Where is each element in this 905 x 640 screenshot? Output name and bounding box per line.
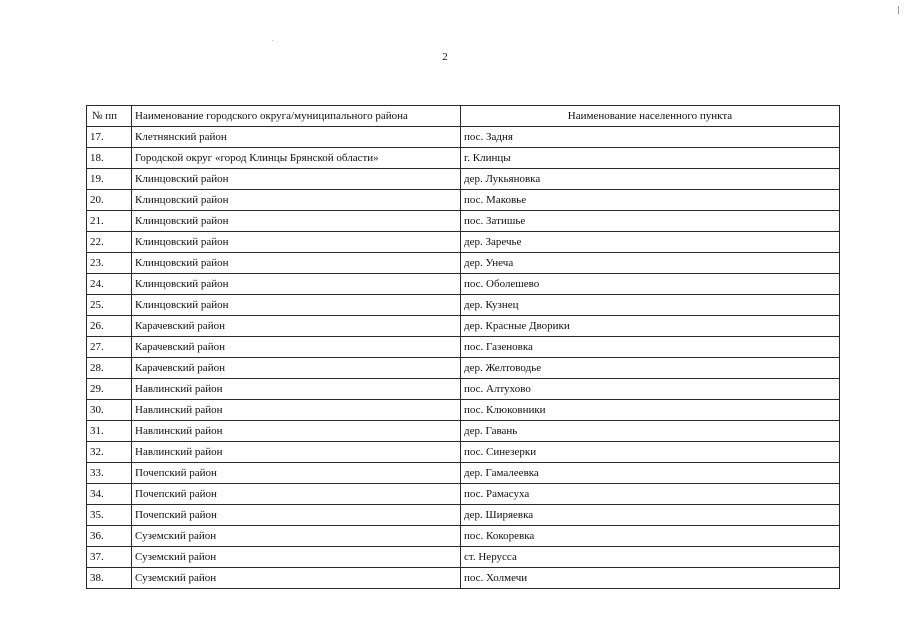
table-row (87, 547, 840, 568)
district-cell: Почепский район (132, 505, 461, 526)
settlement-cell: г. Клинцы (461, 148, 840, 169)
table-row (87, 358, 840, 379)
row-number-cell: 25. (87, 295, 132, 316)
table-row (87, 484, 840, 505)
settlement-cell: ст. Нерусса (461, 547, 840, 568)
row-number-cell: 27. (87, 337, 132, 358)
district-cell: Клинцовский район (132, 211, 461, 232)
district-cell: Навлинский район (132, 442, 461, 463)
row-number-cell: 17. (87, 127, 132, 148)
table-row (87, 169, 840, 190)
table-row (87, 211, 840, 232)
district-cell: Суземский район (132, 526, 461, 547)
settlement-cell: дер. Гавань (461, 421, 840, 442)
column-header-district: Наименование городского округа/муниципального района (132, 106, 461, 127)
settlement-cell: пос. Клюковники (461, 400, 840, 421)
row-number-cell: 21. (87, 211, 132, 232)
settlement-cell: пос. Кокоревка (461, 526, 840, 547)
table-row (87, 400, 840, 421)
district-cell: Клинцовский район (132, 232, 461, 253)
scan-edge-mark (898, 6, 899, 14)
district-cell: Клетнянский район (132, 127, 461, 148)
table-row (87, 337, 840, 358)
district-cell: Городской округ «город Клинцы Брянской области» (132, 148, 461, 169)
settlement-cell: пос. Затишье (461, 211, 840, 232)
district-cell: Клинцовский район (132, 169, 461, 190)
table-row (87, 505, 840, 526)
settlement-cell: пос. Маковье (461, 190, 840, 211)
row-number-cell: 28. (87, 358, 132, 379)
district-cell: Почепский район (132, 463, 461, 484)
district-cell: Навлинский район (132, 421, 461, 442)
table-row (87, 253, 840, 274)
table-row (87, 379, 840, 400)
row-number-cell: 35. (87, 505, 132, 526)
settlement-cell: дер. Желтоводье (461, 358, 840, 379)
district-cell: Клинцовский район (132, 274, 461, 295)
table-row (87, 316, 840, 337)
settlement-cell: пос. Оболешево (461, 274, 840, 295)
settlement-cell: пос. Рамасуха (461, 484, 840, 505)
district-cell: Навлинский район (132, 379, 461, 400)
row-number-cell: 26. (87, 316, 132, 337)
district-cell: Карачевский район (132, 358, 461, 379)
district-cell: Навлинский район (132, 400, 461, 421)
row-number-cell: 38. (87, 568, 132, 589)
district-cell: Клинцовский район (132, 253, 461, 274)
settlement-cell: дер. Ширяевка (461, 505, 840, 526)
row-number-cell: 19. (87, 169, 132, 190)
settlement-cell: дер. Красные Дворики (461, 316, 840, 337)
settlement-cell: пос. Алтухово (461, 379, 840, 400)
row-number-cell: 36. (87, 526, 132, 547)
settlement-cell: пос. Синезерки (461, 442, 840, 463)
settlement-cell: дер. Кузнец (461, 295, 840, 316)
table-row (87, 568, 840, 589)
row-number-cell: 29. (87, 379, 132, 400)
district-cell: Карачевский район (132, 337, 461, 358)
column-header-settlement: Наименование населенного пункта (461, 106, 840, 127)
settlements-table (86, 105, 840, 589)
table-row (87, 127, 840, 148)
settlement-cell: пос. Газеновка (461, 337, 840, 358)
row-number-cell: 32. (87, 442, 132, 463)
row-number-cell: 37. (87, 547, 132, 568)
district-cell: Карачевский район (132, 316, 461, 337)
district-cell: Клинцовский район (132, 190, 461, 211)
table-header-row (87, 106, 840, 127)
district-cell: Почепский район (132, 484, 461, 505)
district-cell: Клинцовский район (132, 295, 461, 316)
row-number-cell: 18. (87, 148, 132, 169)
table-row (87, 463, 840, 484)
settlement-cell: пос. Задня (461, 127, 840, 148)
settlement-cell: пос. Холмечи (461, 568, 840, 589)
row-number-cell: 33. (87, 463, 132, 484)
table-row (87, 274, 840, 295)
table-body (87, 127, 840, 589)
district-cell: Суземский район (132, 568, 461, 589)
table-row (87, 190, 840, 211)
table-row (87, 148, 840, 169)
table-row (87, 421, 840, 442)
row-number-cell: 20. (87, 190, 132, 211)
row-number-cell: 30. (87, 400, 132, 421)
settlement-cell: дер. Лукьяновка (461, 169, 840, 190)
district-cell: Суземский район (132, 547, 461, 568)
table-row (87, 442, 840, 463)
row-number-cell: 31. (87, 421, 132, 442)
table-row (87, 526, 840, 547)
table-row (87, 295, 840, 316)
table-row (87, 232, 840, 253)
scan-speck (272, 40, 273, 41)
column-header-number: № пп (87, 106, 132, 127)
row-number-cell: 24. (87, 274, 132, 295)
row-number-cell: 34. (87, 484, 132, 505)
settlement-cell: дер. Унеча (461, 253, 840, 274)
settlement-cell: дер. Гамалеевка (461, 463, 840, 484)
settlement-cell: дер. Заречье (461, 232, 840, 253)
row-number-cell: 22. (87, 232, 132, 253)
page-number: 2 (442, 51, 448, 63)
row-number-cell: 23. (87, 253, 132, 274)
